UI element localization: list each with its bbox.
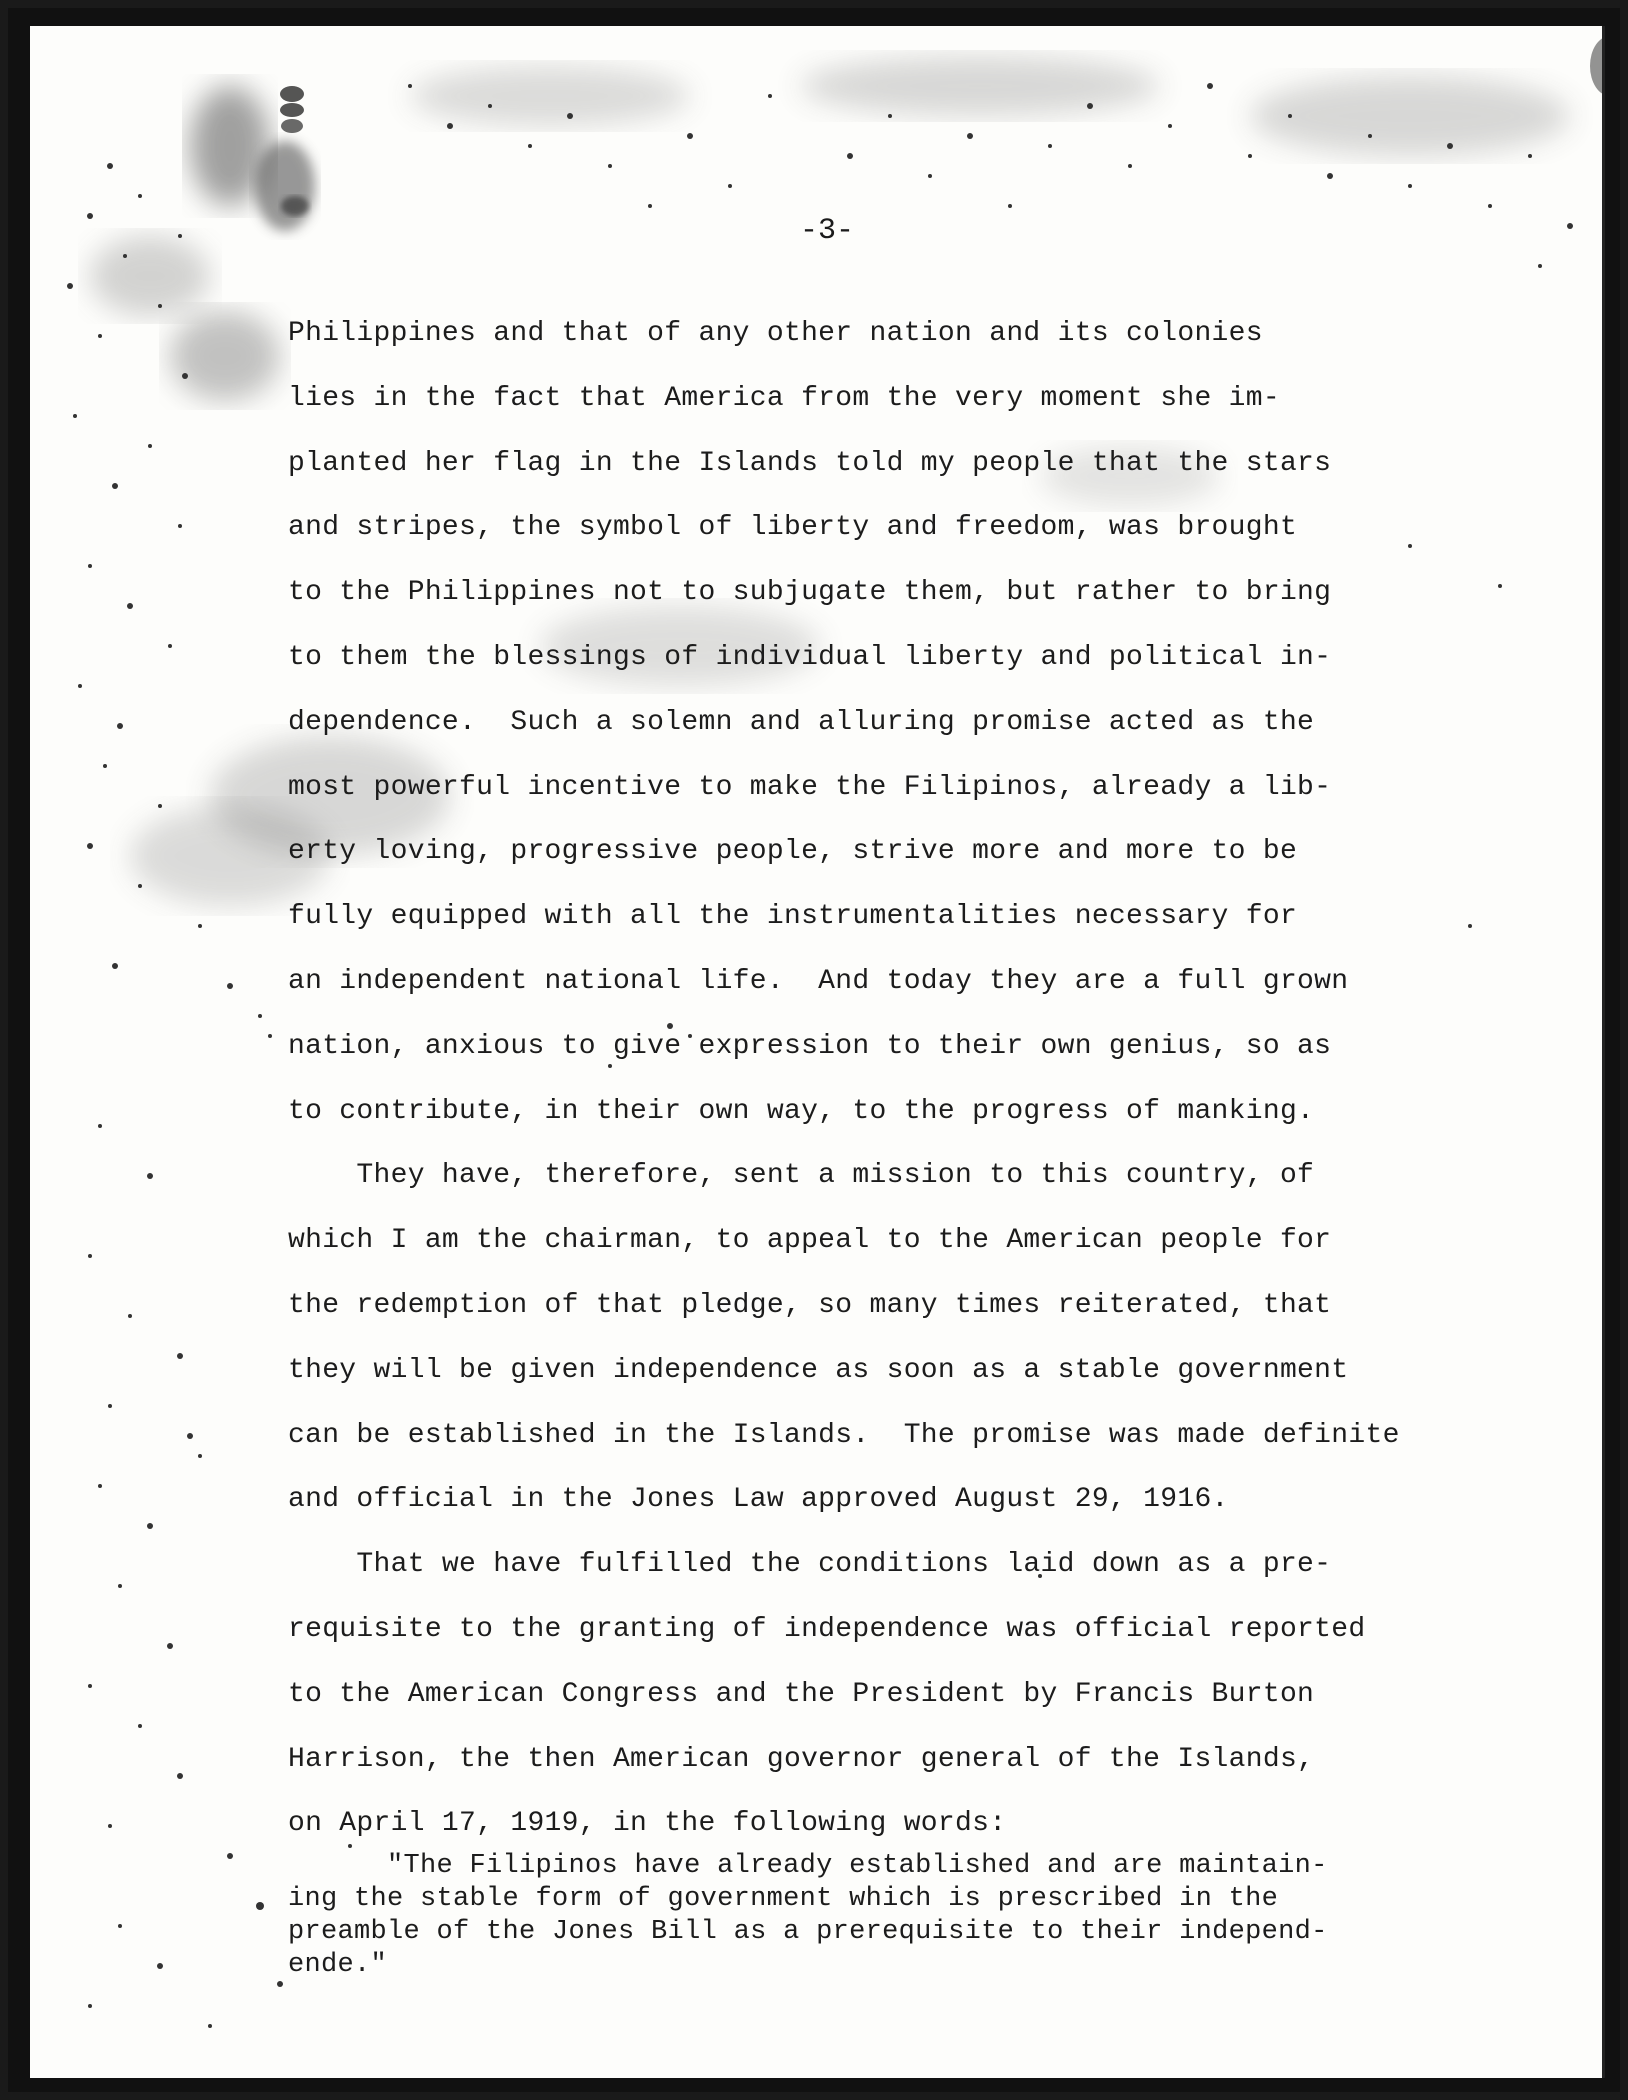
text-line: requisite to the granting of independence was official reported	[288, 1613, 1366, 1645]
quoted-passage	[288, 1850, 1588, 1982]
text-line: dependence. Such a solemn and alluring promise acted as the	[288, 706, 1315, 738]
letter-body	[288, 302, 1588, 1857]
text-line: That we have fulfilled the conditions laid down as a pre-	[288, 1549, 1332, 1581]
document-page	[30, 26, 1605, 2078]
quote-line: ing the stable form of government which is prescribed in the	[288, 1884, 1279, 1914]
text-line: They have, therefore, sent a mission to this country, of	[288, 1160, 1315, 1192]
text-line: an independent national life. And today they are a full grown	[288, 965, 1349, 997]
text-line: most powerful incentive to make the Filipinos, already a lib-	[288, 771, 1332, 803]
text-line: erty loving, progressive people, strive more and more to be	[288, 836, 1298, 868]
text-line: Harrison, the then American governor general of the Islands,	[288, 1743, 1315, 1775]
text-line: nation, anxious to give expression to their own genius, so as	[288, 1030, 1332, 1062]
text-line: planted her flag in the Islands told my people that the stars	[288, 447, 1332, 479]
text-line: to them the blessings of individual liberty and political in-	[288, 641, 1332, 673]
text-line: can be established in the Islands. The promise was made definite	[288, 1419, 1400, 1451]
text-line: which I am the chairman, to appeal to the American people for	[288, 1225, 1332, 1257]
text-line: they will be given independence as soon as a stable government	[288, 1354, 1349, 1386]
quote-line: preamble of the Jones Bill as a prerequisite to their independ-	[288, 1917, 1328, 1947]
text-line: to contribute, in their own way, to the progress of manking.	[288, 1095, 1315, 1127]
text-line: the redemption of that pledge, so many times reiterated, that	[288, 1289, 1332, 1321]
text-line: and official in the Jones Law approved August 29, 1916.	[288, 1484, 1229, 1516]
quote-line: ende."	[288, 1950, 388, 1980]
text-line: lies in the fact that America from the very moment she im-	[288, 382, 1280, 414]
scan-frame	[8, 8, 1620, 2092]
page-number: -3-	[800, 214, 855, 248]
quote-line: "The Filipinos have already established and are maintain-	[288, 1851, 1328, 1881]
text-line: on April 17, 1919, in the following words:	[288, 1808, 1007, 1840]
text-line: to the Philippines not to subjugate them, but rather to bring	[288, 577, 1332, 609]
text-line: and stripes, the symbol of liberty and freedom, was brought	[288, 512, 1298, 544]
text-line: Philippines and that of any other nation and its colonies	[288, 318, 1263, 349]
text-line: fully equipped with all the instrumentalities necessary for	[288, 901, 1298, 933]
text-line: to the American Congress and the President by Francis Burton	[288, 1678, 1315, 1710]
